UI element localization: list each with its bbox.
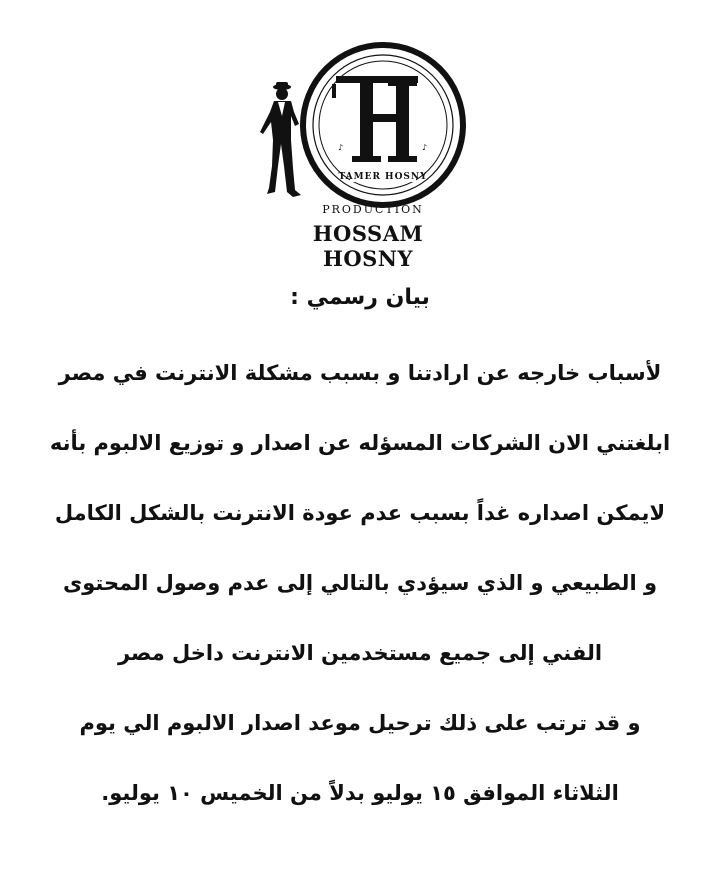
- statement-line: الفني إلى جميع مستخدمين الانترنت داخل مصر: [117, 641, 603, 665]
- official-statement: [40, 276, 680, 828]
- th-monogram-icon: [298, 40, 468, 210]
- statement-line: لايمكن اصداره غداً بسبب عدم عودة الانترنت بالشكل الكامل: [54, 501, 666, 525]
- statement-line: الثلاثاء الموافق ١٥ يوليو بدلاً من الخميس ١٠ يوليو.: [101, 781, 619, 805]
- svg-text:♪: ♪: [422, 143, 428, 152]
- statement-heading: بيان رسمي :: [290, 285, 430, 310]
- statement-line: لأسباب خارجه عن ارادتنا و بسبب مشكلة الانترنت في مصر: [58, 361, 662, 385]
- logo: [0, 0, 720, 271]
- production-label: PRODUCTION: [322, 203, 424, 216]
- statement-line: و قد ترتب على ذلك ترحيل موعد اصدار الالبوم الي يوم: [79, 711, 641, 735]
- ring-text: TAMER HOSNY: [338, 172, 428, 182]
- brand-name: HOSSAM HOSNY: [312, 221, 424, 271]
- svg-text:♪: ♪: [338, 143, 344, 152]
- statement-line: ابلغتني الان الشركات المسؤله عن اصدار و توزيع الالبوم بأنه: [49, 431, 671, 455]
- statement-line: و الطبيعي و الذي سيؤدي بالتالي إلى عدم وصول المحتوى: [62, 571, 658, 595]
